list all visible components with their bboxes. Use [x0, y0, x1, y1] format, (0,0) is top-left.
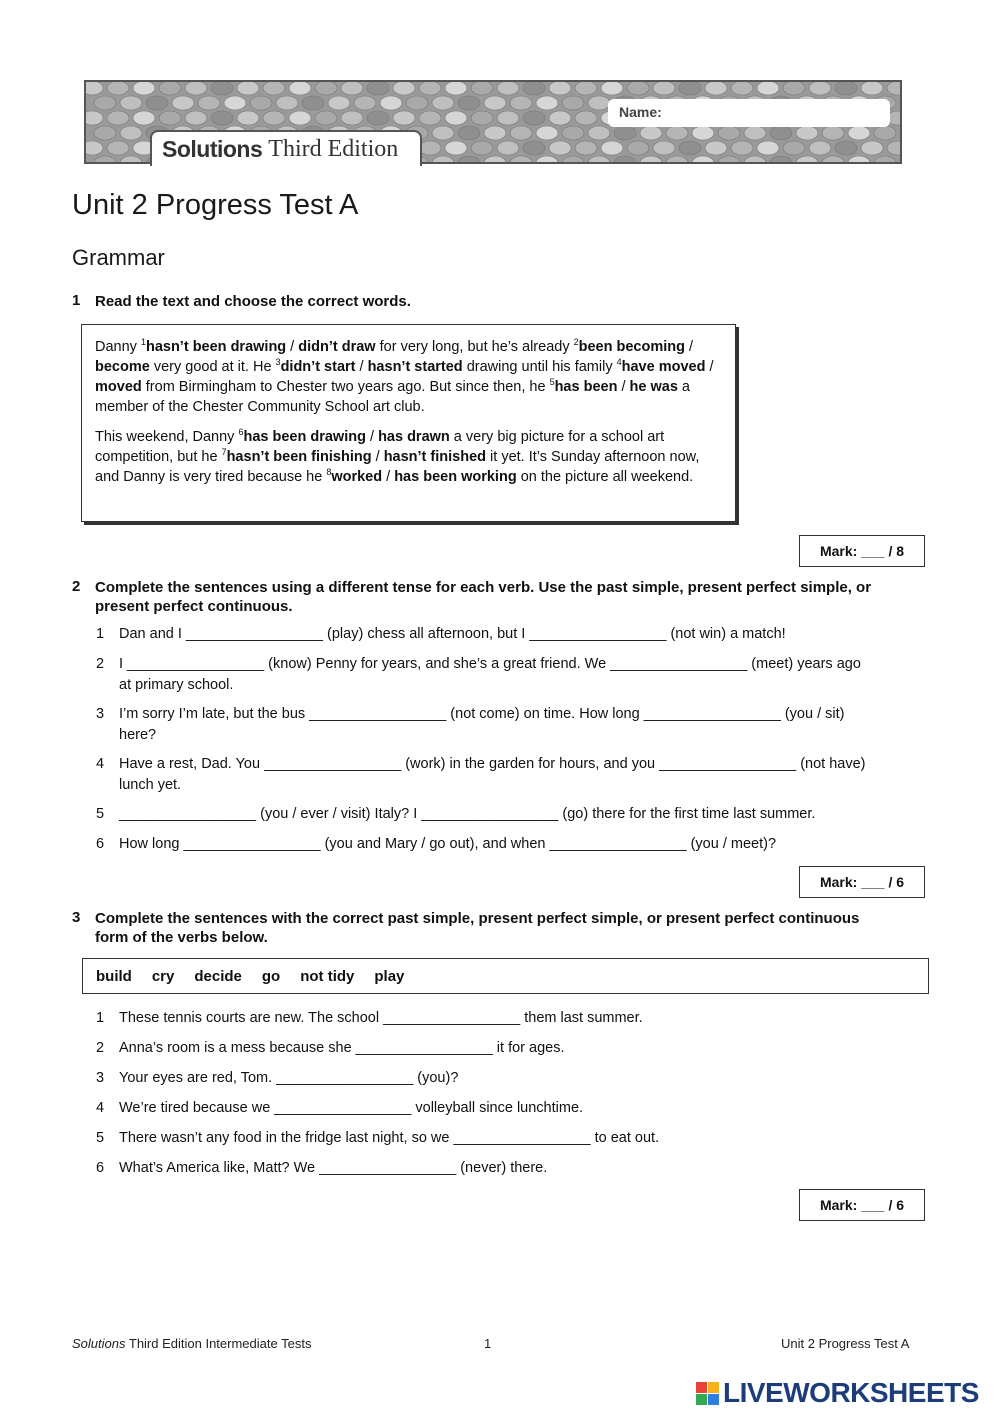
q3-item-text[interactable]: These tennis courts are new. The school _________________ them last summer. — [119, 1010, 643, 1026]
footer-book: Third Edition Intermediate Tests — [128, 1336, 312, 1351]
banner-oval — [510, 126, 532, 140]
section-heading: Grammar — [72, 245, 165, 270]
banner-oval — [523, 111, 545, 125]
liveworksheets-logo-icon — [696, 1382, 719, 1405]
q2-item-text[interactable]: Dan and I _________________ (play) chess all afternoon, but I _________________ (not win) a match! — [119, 626, 786, 642]
banner-oval — [705, 82, 727, 95]
q2-item-number: 1 — [96, 626, 105, 642]
q2-item-text-continued: lunch yet. — [119, 777, 182, 793]
banner-oval — [263, 111, 285, 125]
banner-oval — [536, 96, 558, 110]
banner-oval — [887, 82, 902, 95]
banner-oval — [211, 82, 233, 95]
q2-item-text[interactable]: Have a rest, Dad. You _________________ (work) in the garden for hours, and you _________________ (not have) — [119, 756, 866, 772]
banner-oval — [86, 111, 103, 125]
banner-oval — [107, 111, 129, 125]
banner-oval — [549, 82, 571, 95]
q2-item-text[interactable]: I’m sorry I’m late, but the bus _________________ (not come) on time. How long _________________ (you / sit) — [119, 706, 845, 722]
banner-oval — [549, 111, 571, 125]
banner-oval — [393, 82, 415, 95]
banner-oval — [367, 82, 389, 95]
logo-square — [696, 1394, 707, 1405]
banner-oval — [445, 141, 467, 155]
banner-oval — [640, 156, 662, 164]
banner-oval — [536, 156, 558, 164]
banner-oval — [809, 141, 831, 155]
q2-item-text[interactable]: I _________________ (know) Penny for years, and she’s a great friend. We _________________ (meet) years ago — [119, 656, 861, 672]
banner-oval — [718, 126, 740, 140]
banner-oval — [679, 82, 701, 95]
banner-oval — [432, 126, 454, 140]
banner-oval — [237, 82, 259, 95]
banner-oval — [900, 156, 902, 164]
verb-word: cry — [151, 967, 175, 985]
banner-oval — [471, 111, 493, 125]
banner-oval — [523, 141, 545, 155]
banner-oval — [328, 96, 350, 110]
q2-instruction: Complete the sentences using a different tense for each verb. Use the past simple, present perfect simple, or present perfect continuous. — [95, 579, 872, 615]
banner-oval — [770, 156, 792, 164]
logo-square — [708, 1394, 719, 1405]
banner-oval — [198, 96, 220, 110]
banner-oval — [653, 141, 675, 155]
banner-oval — [757, 141, 779, 155]
q2-item-text-continued: here? — [119, 727, 157, 743]
banner-oval — [367, 111, 389, 125]
banner-oval — [601, 141, 623, 155]
banner-oval — [536, 126, 558, 140]
banner-oval — [835, 141, 857, 155]
banner-oval — [575, 111, 597, 125]
banner-oval — [692, 156, 714, 164]
banner-oval — [250, 96, 272, 110]
banner-oval — [562, 156, 584, 164]
banner-oval — [107, 82, 129, 95]
banner-oval — [562, 96, 584, 110]
banner-oval — [601, 82, 623, 95]
q2-item-number: 5 — [96, 806, 105, 822]
reading-passage: Danny $^1$hasn’t been drawing / didn’t draw for very long, but he’s already $^2$been becoming / become very good at it. He $^3$didn’t start / hasn’t started drawing until his family $^4$have moved / moved from Birmingham to Chester two years ago. But since then, he $^5$has been / he was a member of the Chester Community School art club. This weekend, Danny $^6$has been drawing / has drawn a very big picture for a school art competition, but he $^7$hasn’t been finishing / hasn’t finished it yet. It’s Sunday afternoon now, and Danny is very tired because he $^8$worked / has been working on the picture all weekend. — [81, 324, 736, 522]
brand-logo — [150, 130, 422, 166]
banner-oval — [497, 82, 519, 95]
footer-brand: Solutions — [72, 1336, 126, 1351]
q3-instruction: Complete the sentences with the correct past simple, present perfect simple, or present perfect continuous form of the verbs below. — [95, 910, 860, 946]
logo-square — [696, 1382, 707, 1393]
q3-number: 3 — [72, 909, 81, 926]
banner-oval — [848, 156, 870, 164]
q3-item-number: 3 — [96, 1070, 105, 1086]
banner-oval — [549, 141, 571, 155]
banner-oval — [419, 141, 441, 155]
page-number: 1 — [484, 1336, 492, 1351]
banner-oval — [887, 141, 902, 155]
banner-oval — [692, 126, 714, 140]
banner-oval — [120, 126, 142, 140]
banner-oval — [614, 156, 636, 164]
q1-instruction: Read the text and choose the correct words. — [95, 293, 411, 310]
brand-name: Solutions — [162, 135, 263, 162]
page-title: Unit 2 Progress Test A — [72, 189, 359, 221]
banner-oval — [523, 82, 545, 95]
q3-item-text[interactable]: Your eyes are red, Tom. _________________ (you)? — [119, 1070, 459, 1086]
banner-oval — [224, 96, 246, 110]
banner-oval — [315, 82, 337, 95]
banner-oval — [445, 111, 467, 125]
banner-oval — [861, 82, 883, 95]
q2-item-number: 3 — [96, 706, 105, 722]
banner-oval — [679, 141, 701, 155]
q2-item-number: 2 — [96, 656, 105, 672]
banner-oval — [315, 111, 337, 125]
banner-oval — [86, 82, 103, 95]
q2-item-text-continued: at primary school. — [119, 677, 234, 693]
banner-oval — [575, 82, 597, 95]
banner-oval — [874, 126, 896, 140]
banner-oval — [900, 126, 902, 140]
banner-oval — [731, 82, 753, 95]
banner-oval — [289, 111, 311, 125]
banner-oval — [120, 156, 142, 164]
banner-oval — [484, 156, 506, 164]
banner-oval — [432, 156, 454, 164]
banner-oval — [588, 96, 610, 110]
q3-item-text[interactable]: There wasn’t any food in the fridge last night, so we _________________ to eat out. — [119, 1130, 660, 1146]
verb-word: go — [261, 967, 281, 985]
banner-oval — [640, 126, 662, 140]
banner-oval — [510, 96, 532, 110]
verb-word: not tidy — [300, 967, 355, 985]
banner-oval — [471, 141, 493, 155]
banner-oval — [900, 96, 902, 110]
q3-item-number: 4 — [96, 1100, 105, 1116]
banner-oval — [835, 82, 857, 95]
banner-oval — [588, 126, 610, 140]
q3-item-text[interactable]: We’re tired because we _________________ volleyball since lunchtime. — [119, 1100, 584, 1116]
banner-oval — [874, 156, 896, 164]
q2-item-number: 6 — [96, 836, 105, 852]
banner-oval — [744, 156, 766, 164]
banner-oval — [185, 82, 207, 95]
banner-oval — [822, 126, 844, 140]
q1-number: 1 — [72, 292, 81, 309]
banner-oval — [861, 141, 883, 155]
banner-oval — [419, 82, 441, 95]
banner-oval — [627, 82, 649, 95]
banner-oval — [458, 96, 480, 110]
q3-item-text[interactable]: What’s America like, Matt? We _________________ (never) there. — [119, 1160, 548, 1176]
banner-oval — [510, 156, 532, 164]
q3-item-number: 1 — [96, 1010, 105, 1026]
q2-item-number: 4 — [96, 756, 105, 772]
banner-oval — [666, 156, 688, 164]
banner-oval — [159, 111, 181, 125]
banner-oval — [484, 96, 506, 110]
banner-oval — [783, 141, 805, 155]
banner-oval — [757, 82, 779, 95]
verb-word: play — [374, 967, 405, 985]
banner-oval — [94, 126, 116, 140]
banner-oval — [432, 96, 454, 110]
banner-oval — [718, 156, 740, 164]
q3-item-number: 2 — [96, 1040, 105, 1056]
banner-oval — [497, 111, 519, 125]
banner-oval — [458, 156, 480, 164]
verb-word: decide — [194, 967, 242, 985]
banner-oval — [770, 126, 792, 140]
banner-oval — [406, 96, 428, 110]
brand-edition: Third Edition — [268, 135, 399, 162]
q2-number: 2 — [72, 578, 81, 595]
q3-item-text[interactable]: Anna’s room is a mess because she _________________ it for ages. — [119, 1040, 565, 1056]
banner-oval — [380, 96, 402, 110]
banner-oval — [458, 126, 480, 140]
banner-oval — [185, 111, 207, 125]
banner-oval — [289, 82, 311, 95]
banner-oval — [107, 141, 129, 155]
verb-word-box — [82, 958, 929, 994]
banner-oval — [627, 141, 649, 155]
banner-oval — [86, 141, 103, 155]
q2-item-text[interactable]: _________________ (you / ever / visit) Italy? I _________________ (go) there for the first time last summer. — [119, 806, 816, 822]
footer-left — [72, 1336, 311, 1351]
banner-oval — [302, 96, 324, 110]
banner-oval — [588, 156, 610, 164]
banner-oval — [666, 126, 688, 140]
banner-oval — [848, 126, 870, 140]
banner-oval — [133, 82, 155, 95]
banner-oval — [796, 126, 818, 140]
banner-oval — [614, 126, 636, 140]
q1-mark-box: Mark: ___ / 8 — [799, 535, 925, 567]
footer-right: Unit 2 Progress Test A — [781, 1336, 910, 1351]
banner-oval — [172, 96, 194, 110]
banner-oval — [211, 111, 233, 125]
banner-oval — [471, 82, 493, 95]
banner-oval — [575, 141, 597, 155]
liveworksheets-watermark — [696, 1377, 979, 1409]
banner-oval — [159, 82, 181, 95]
banner-oval — [146, 96, 168, 110]
banner-oval — [783, 82, 805, 95]
q3-item-number: 5 — [96, 1130, 105, 1146]
q3-item-number: 6 — [96, 1160, 105, 1176]
banner-oval — [484, 126, 506, 140]
q2-mark-box: Mark: ___ / 6 — [799, 866, 925, 898]
banner-oval — [120, 96, 142, 110]
banner-oval — [276, 96, 298, 110]
banner-oval — [237, 111, 259, 125]
banner-oval — [822, 156, 844, 164]
banner-oval — [653, 82, 675, 95]
banner-oval — [705, 141, 727, 155]
verb-word: build — [96, 967, 132, 985]
banner-oval — [744, 126, 766, 140]
banner-oval — [796, 156, 818, 164]
banner-oval — [94, 156, 116, 164]
banner-oval — [341, 111, 363, 125]
banner-oval — [445, 82, 467, 95]
banner-oval — [354, 96, 376, 110]
banner-oval — [497, 141, 519, 155]
banner-oval — [133, 111, 155, 125]
q2-item-text[interactable]: How long _________________ (you and Mary / go out), and when _________________ (you / meet)? — [119, 836, 777, 852]
name-field[interactable] — [608, 99, 890, 127]
liveworksheets-wordmark: LIVEWORKSHEETS — [723, 1377, 979, 1408]
banner-oval — [263, 82, 285, 95]
banner-oval — [809, 82, 831, 95]
banner-oval — [731, 141, 753, 155]
banner-oval — [341, 82, 363, 95]
logo-square — [708, 1382, 719, 1393]
banner-oval — [393, 111, 415, 125]
q3-mark-box: Mark: ___ / 6 — [799, 1189, 925, 1221]
banner-oval — [94, 96, 116, 110]
banner-oval — [419, 111, 441, 125]
name-label: Name: — [619, 104, 662, 120]
banner-oval — [562, 126, 584, 140]
